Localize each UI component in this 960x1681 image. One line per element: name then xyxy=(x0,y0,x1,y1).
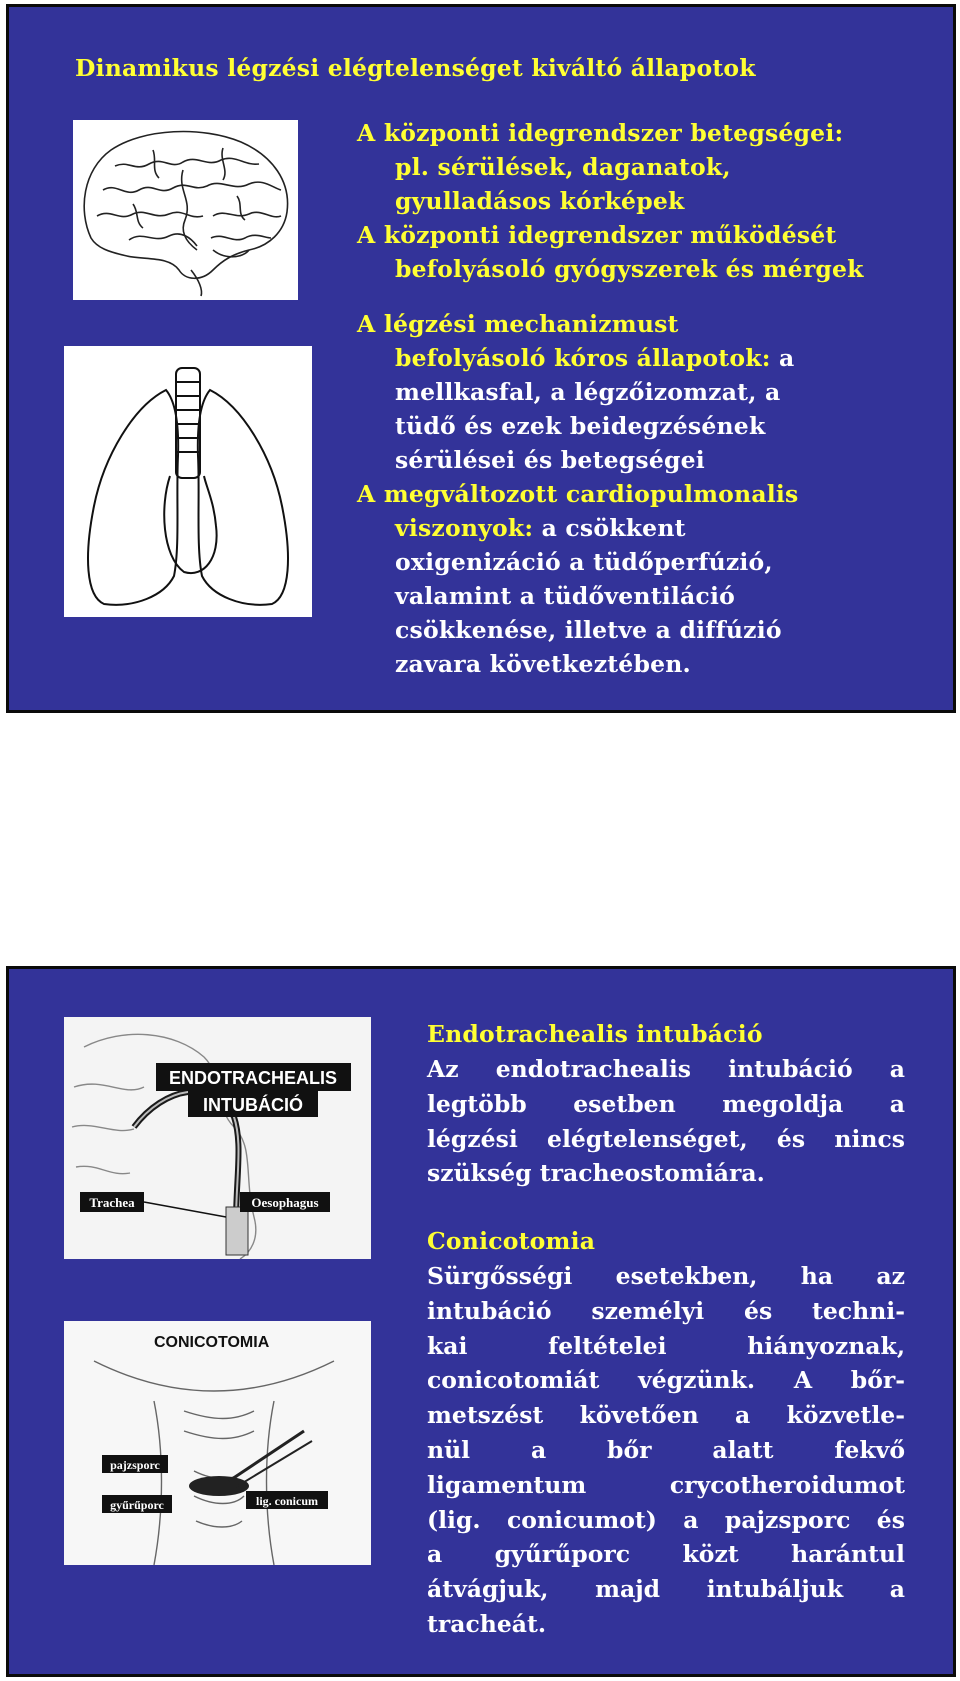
drugs-line: befolyásoló gyógyszerek és mérgek xyxy=(395,255,864,283)
cardio-line: csökkenése, illetve a diffúzió xyxy=(395,616,782,644)
cardio-line: zavara következtében. xyxy=(395,650,691,678)
oesophagus-label: Oesophagus xyxy=(251,1195,319,1210)
cns-heading: A központi idegrendszer betegségei: xyxy=(357,119,844,147)
conicotomy-figure xyxy=(64,1321,371,1565)
thyroid-cartilage-label: pajzsporc xyxy=(110,1458,160,1472)
paragraph-line: légzési elégtelenséget, és nincs xyxy=(427,1124,905,1153)
intubation-heading: Endotrachealis intubáció xyxy=(427,1020,763,1048)
cardio-line-tail: a csökkent xyxy=(533,514,686,542)
lungs-illustration xyxy=(64,346,312,617)
paragraph-line: intubáció személyi és techni- xyxy=(427,1296,905,1325)
conicotomy-heading: Conicotomia xyxy=(427,1227,596,1255)
mech-line-tail: a xyxy=(770,344,795,372)
paragraph-line: átvágjuk, majd intubáljuk a xyxy=(427,1575,905,1604)
intubation-paragraph xyxy=(427,1052,905,1191)
paragraph-line: Az endotrachealis intubáció a xyxy=(427,1055,905,1083)
paragraph-line: nül a bőr alatt fekvő xyxy=(427,1435,905,1464)
cricoid-cartilage-label: gyűrűporc xyxy=(110,1498,164,1512)
intubation-figure xyxy=(64,1017,371,1259)
cardio-heading: A megváltozott cardiopulmonalis xyxy=(357,480,799,508)
intubation-title-line2: INTUBÁCIÓ xyxy=(203,1095,303,1115)
brain-illustration xyxy=(73,120,298,300)
mech-line-highlight: befolyásoló kóros állapotok: xyxy=(395,344,771,372)
conicotomy-paragraph xyxy=(427,1259,905,1642)
paragraph-line: szükség tracheostomiára. xyxy=(427,1159,765,1188)
lig-conicum-label: lig. conicum xyxy=(256,1494,318,1508)
mech-line: mellkasfal, a légzőizomzat, a xyxy=(395,378,781,406)
mech-line xyxy=(395,341,794,375)
cardio-line: oxigenizáció a tüdőperfúzió, xyxy=(395,548,773,576)
paragraph-line: legtöbb esetben megoldja a xyxy=(427,1089,905,1118)
paragraph-line: ligamentum crycotheroidumot xyxy=(427,1470,905,1499)
paragraph-line: metszést követően a közvetle- xyxy=(427,1401,905,1430)
paragraph-line: (lig. conicumot) a pajzsporc és xyxy=(427,1505,905,1534)
slide-title: Dinamikus légzési elégtelenséget kiváltó állapotok xyxy=(75,54,756,82)
paragraph-line: tracheát. xyxy=(427,1609,547,1638)
mech-line: sérülései és betegségei xyxy=(395,446,705,474)
mech-line: tüdő és ezek beidegzésének xyxy=(395,412,766,440)
cardio-line: valamint a tüdőventiláció xyxy=(395,582,735,610)
mech-heading: A légzési mechanizmust xyxy=(357,310,679,338)
cns-line: pl. sérülések, daganatok, xyxy=(395,153,731,181)
drugs-line: A központi idegrendszer működését xyxy=(357,221,837,249)
trachea-label: Trachea xyxy=(89,1195,135,1210)
cns-line: gyulladásos kórképek xyxy=(395,187,685,215)
slide-airway-procedures xyxy=(6,966,956,1677)
paragraph-line: conicotomiát végzünk. A bőr- xyxy=(427,1366,905,1395)
slide-respiratory-failure xyxy=(6,4,956,713)
paragraph-line: kai feltételei hiányoznak, xyxy=(427,1331,905,1360)
cardio-line-highlight: viszonyok: xyxy=(395,514,534,542)
cardio-line xyxy=(395,511,686,545)
paragraph-line: a gyűrűporc közt harántul xyxy=(427,1540,905,1569)
intubation-title-line1: ENDOTRACHEALIS xyxy=(168,1068,338,1088)
paragraph-line: Sürgősségi esetekben, ha az xyxy=(427,1262,905,1290)
conicotomy-title: CONICOTOMIA xyxy=(154,1334,270,1351)
